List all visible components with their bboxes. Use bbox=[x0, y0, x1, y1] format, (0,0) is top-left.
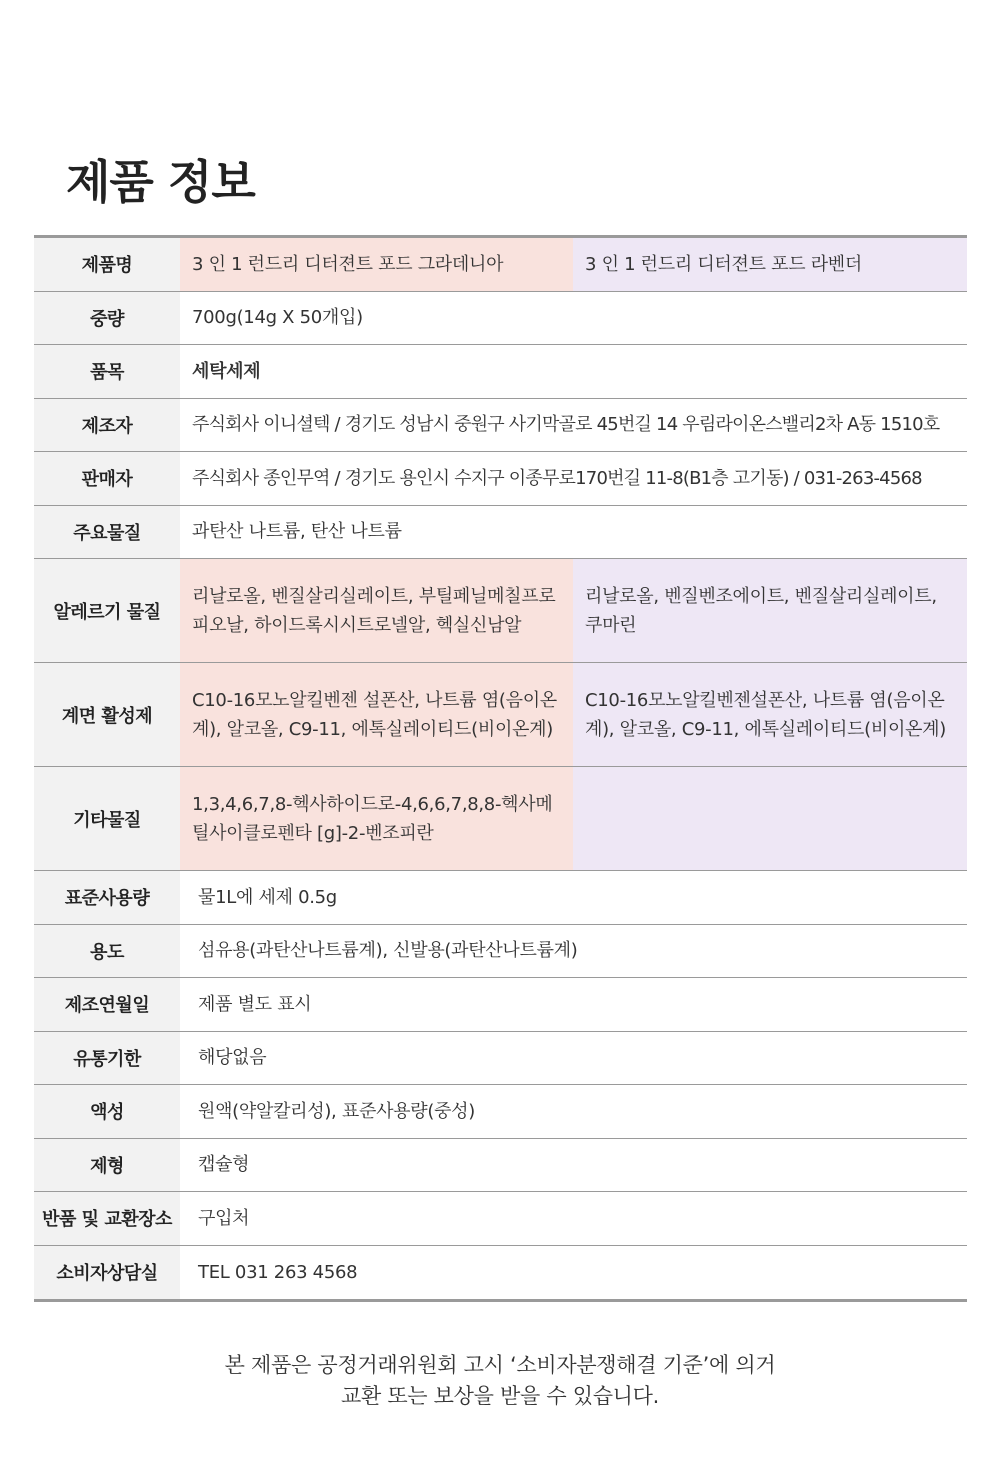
page-title: 제품 정보 bbox=[66, 155, 255, 209]
row-label: 유통기한 bbox=[34, 1032, 180, 1085]
row-form bbox=[34, 1139, 967, 1193]
row-value: 해당없음 bbox=[198, 1047, 267, 1069]
row-label: 판매자 bbox=[34, 452, 180, 505]
row-expiry bbox=[34, 1032, 967, 1086]
row-label: 기타물질 bbox=[34, 767, 180, 870]
row-return-place bbox=[34, 1192, 967, 1246]
row-value: 700g(14g X 50개입) bbox=[192, 307, 363, 329]
variant-b-value bbox=[573, 767, 967, 870]
row-value: TEL 031 263 4568 bbox=[198, 1261, 358, 1283]
row-value: 주식회사 이니셜텍 / 경기도 성남시 중원구 사기막골로 45번길 14 우림라이온스밸리2차 A동 1510호 bbox=[192, 414, 940, 436]
row-value: 구입처 bbox=[198, 1207, 250, 1229]
row-label: 품목 bbox=[34, 345, 180, 398]
row-value: 제품 별도 표시 bbox=[198, 993, 312, 1015]
row-value: 원액(약알칼리성), 표준사용량(중성) bbox=[198, 1100, 475, 1122]
row-label: 알레르기 물질 bbox=[34, 559, 180, 662]
row-value: 세탁세제 bbox=[192, 360, 261, 382]
row-standard-usage bbox=[34, 871, 967, 925]
row-weight bbox=[34, 292, 967, 346]
row-other-substance bbox=[34, 767, 967, 871]
row-value: 과탄산 나트륨, 탄산 나트륨 bbox=[192, 521, 402, 543]
notice-line-1: 본 제품은 공정거래위원회 고시 ‘소비자분쟁해결 기준’에 의거 bbox=[224, 1353, 776, 1377]
variant-b-value: 리날로올, 벤질벤조에이트, 벤질살리실레이트, 쿠마린 bbox=[573, 559, 967, 662]
row-label: 제품명 bbox=[34, 238, 180, 291]
row-label: 계면 활성제 bbox=[34, 663, 180, 766]
variant-b-value: C10-16모노알킬벤젠설폰산, 나트륨 염(음이온계), 알코올, C9-11, 에톡실레이티드(비이온계) bbox=[573, 663, 967, 766]
notice-line-2: 교환 또는 보상을 받을 수 있습니다. bbox=[340, 1384, 660, 1408]
row-product-name bbox=[34, 238, 967, 292]
product-info-table bbox=[34, 235, 967, 1302]
row-label: 제형 bbox=[34, 1139, 180, 1192]
row-value: 캡슐형 bbox=[198, 1154, 250, 1176]
row-label: 주요물질 bbox=[34, 506, 180, 559]
row-purpose bbox=[34, 925, 967, 979]
row-value: 주식회사 종인무역 / 경기도 용인시 수지구 이종무로170번길 11-8(B1층 고기동) / 031-263-4568 bbox=[192, 467, 922, 489]
consumer-notice bbox=[0, 1350, 1000, 1412]
variant-a-value: 3 인 1 런드리 디터젼트 포드 그라데니아 bbox=[180, 238, 573, 291]
row-allergens bbox=[34, 559, 967, 663]
variant-a-value: 리날로올, 벤질살리실레이트, 부틸페닐메칠프로피오날, 하이드록시시트로넬알, 헥실신남알 bbox=[180, 559, 573, 662]
row-manufacture-date bbox=[34, 978, 967, 1032]
variant-a-value: 1,3,4,6,7,8-헥사하이드로-4,6,6,7,8,8-헥사메틸사이클로펜타 [g]-2-벤조피란 bbox=[180, 767, 573, 870]
row-surfactant bbox=[34, 663, 967, 767]
variant-a-value: C10-16모노알킬벤젠 설폰산, 나트륨 염(음이온계), 알코올, C9-11, 에톡실레이티드(비이온계) bbox=[180, 663, 573, 766]
row-label: 반품 및 교환장소 bbox=[34, 1192, 180, 1245]
row-value: 섬유용(과탄산나트륨계), 신발용(과탄산나트륨계) bbox=[198, 940, 578, 962]
row-seller bbox=[34, 452, 967, 506]
variant-b-value: 3 인 1 런드리 디터젼트 포드 라벤더 bbox=[573, 238, 967, 291]
row-main-substance bbox=[34, 506, 967, 560]
row-label: 용도 bbox=[34, 925, 180, 978]
row-label: 액성 bbox=[34, 1085, 180, 1138]
row-manufacturer bbox=[34, 399, 967, 453]
row-label: 제조연월일 bbox=[34, 978, 180, 1031]
row-label: 소비자상담실 bbox=[34, 1246, 180, 1300]
row-label: 중량 bbox=[34, 292, 180, 345]
row-category bbox=[34, 345, 967, 399]
row-label: 표준사용량 bbox=[34, 871, 180, 924]
row-liquidity bbox=[34, 1085, 967, 1139]
row-value: 물1L에 세제 0.5g bbox=[198, 886, 337, 908]
row-consumer-center bbox=[34, 1246, 967, 1300]
row-label: 제조자 bbox=[34, 399, 180, 452]
